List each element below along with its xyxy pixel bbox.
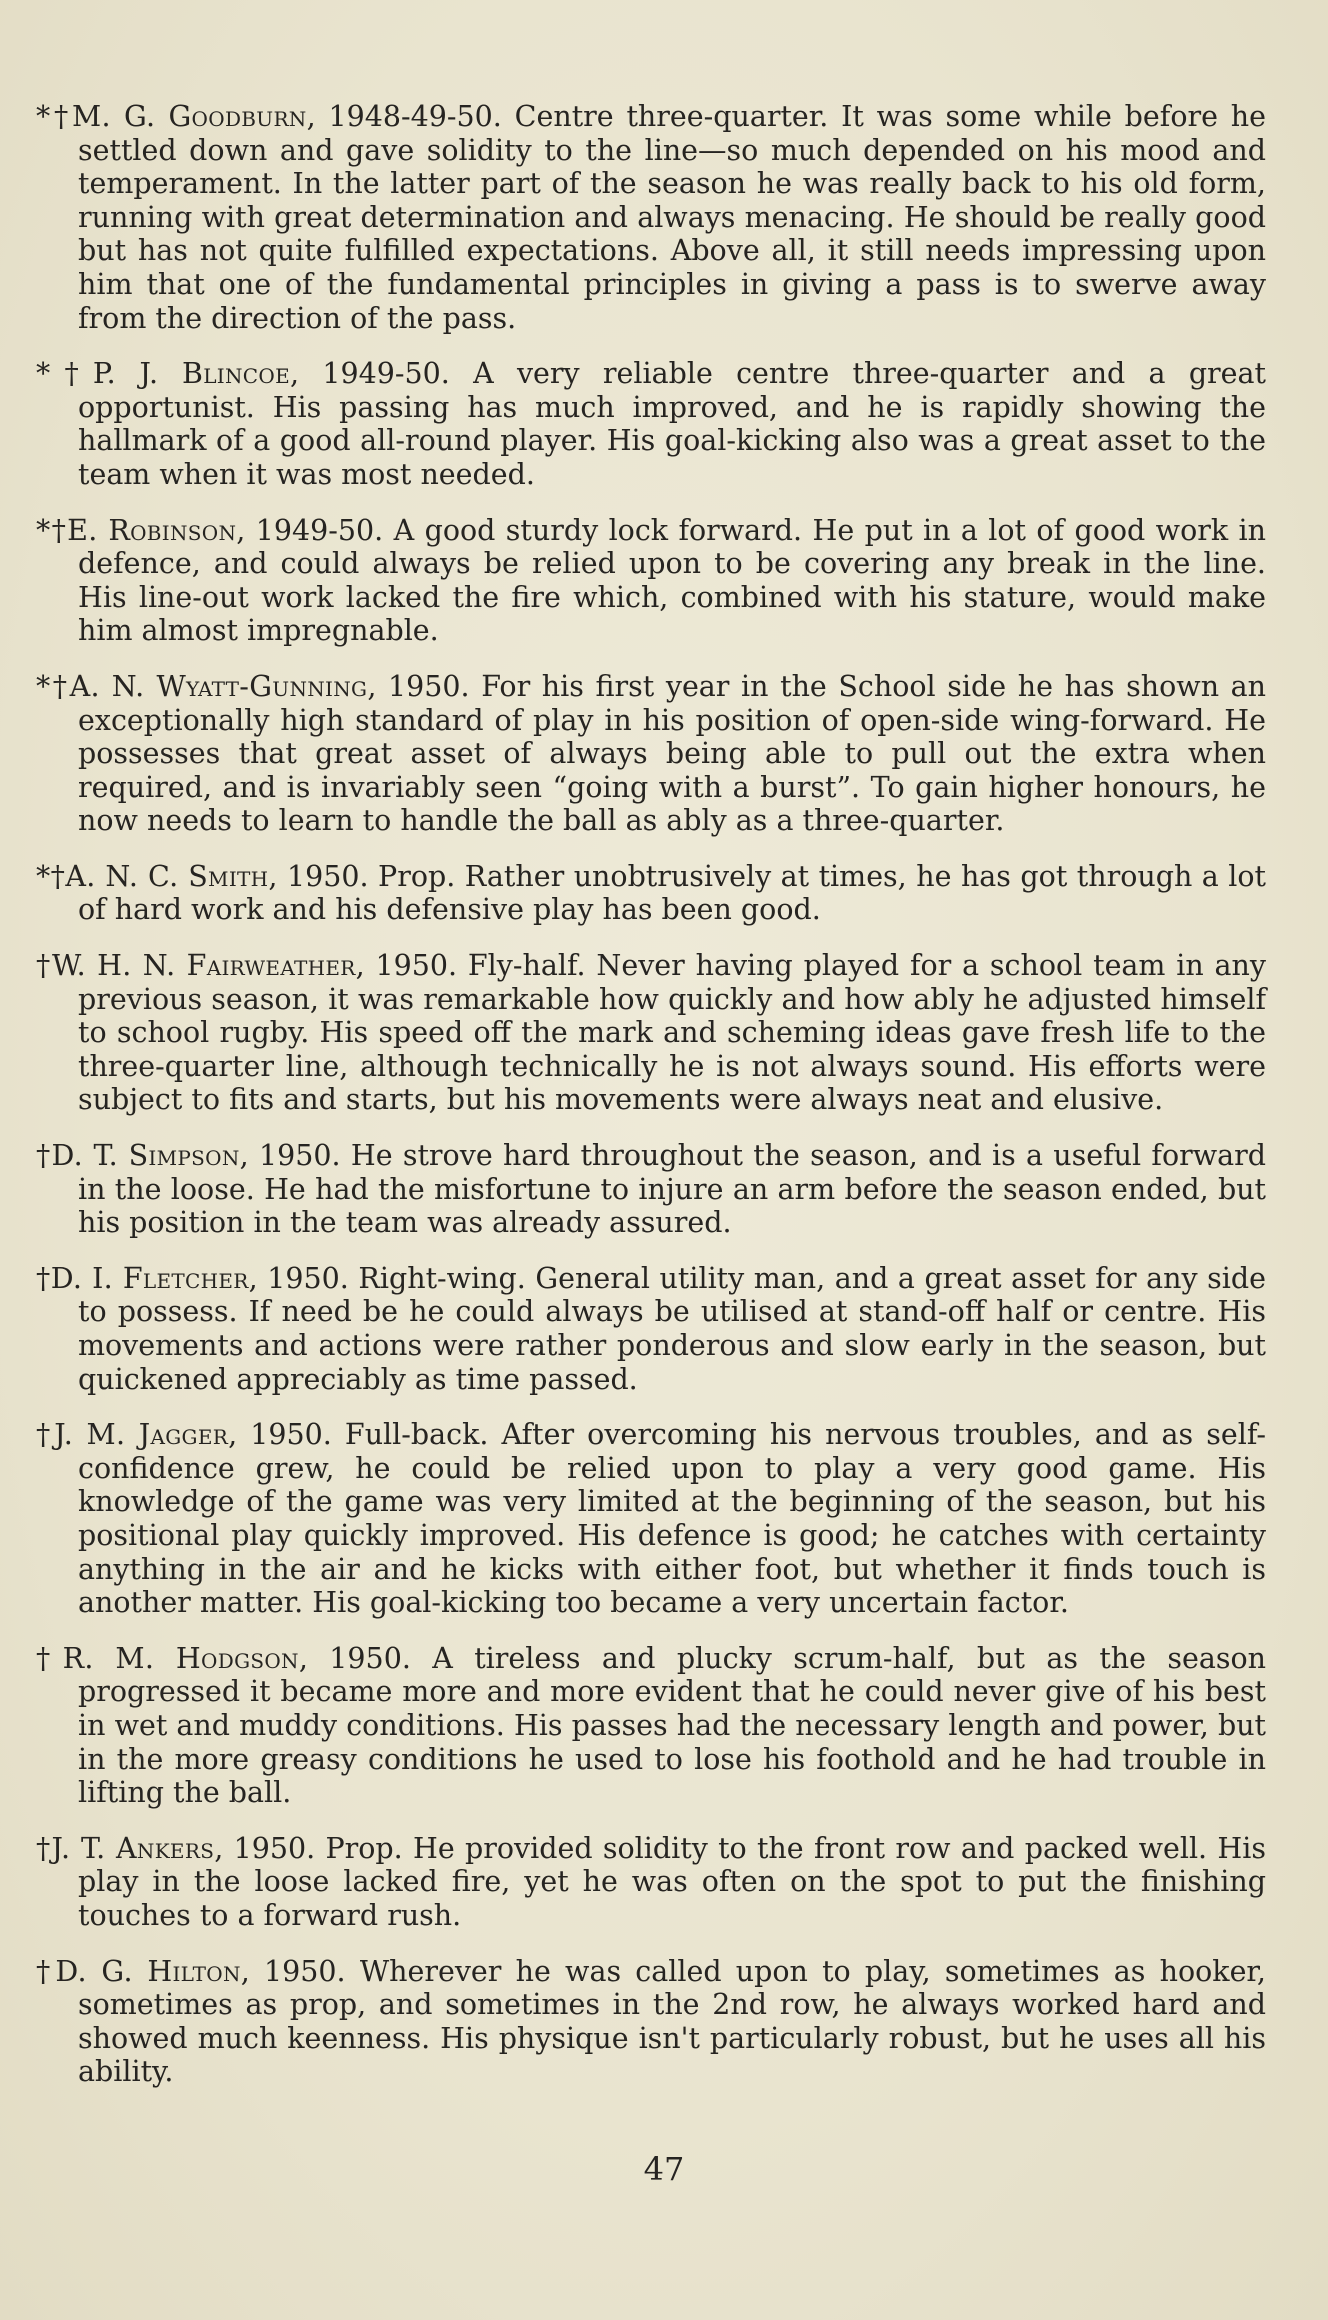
player-report-text: 1949-50. A very reliable centre three-quarter and a great opportunist. His passing has much improved, and he is rapidly showing the hallmark of a good all-round player. His goal-kicking also was a great asset to the team when it was most needed.	[78, 357, 1266, 491]
entry-mark: *†	[36, 859, 66, 893]
entry-separator: ,	[236, 513, 256, 547]
entry-separator: ,	[248, 1261, 268, 1295]
entry-mark: †	[36, 1139, 52, 1173]
entry-mark: †	[36, 1831, 52, 1865]
player-entry-simpson	[36, 1139, 1266, 1240]
player-name: D. G. Hilton	[55, 1954, 241, 1988]
entry-separator: ,	[228, 1418, 251, 1452]
player-name: M. G. Goodburn	[72, 100, 307, 133]
player-entry-hodgson	[36, 1642, 1266, 1810]
player-entry-blincoe	[36, 357, 1266, 491]
player-name: A. N. Wyatt-Gunning	[69, 669, 368, 703]
player-name: J. M. Jagger	[54, 1418, 229, 1452]
player-entry-wyatt-gunning	[36, 670, 1266, 838]
entry-mark: *†	[36, 357, 93, 391]
entry-separator: ,	[240, 1954, 265, 1988]
player-name: W. H. N. Fairweather	[52, 949, 356, 983]
player-report-text: 1950. He strove hard throughout the season, and is a useful forward in the loose. He had the misfortune to injure an arm before the season ended, but his position in the team was already assured.	[78, 1139, 1267, 1240]
player-entry-robinson	[36, 514, 1266, 648]
entry-separator: ,	[298, 1641, 330, 1675]
player-entry-fairweather	[36, 949, 1266, 1117]
player-entry-goodburn	[36, 100, 1266, 335]
entry-mark: †	[36, 1261, 51, 1295]
player-name: J. T. Ankers	[51, 1831, 215, 1865]
player-entry-hilton	[36, 1955, 1266, 2089]
player-report-text: 1950. A tireless and plucky scrum-half, but as the season progressed it became more and more evident that he could never give of his best in wet and muddy conditions. His passes had the necessary length and power, but in the more greasy conditions he used to lose his foothold and he had trouble in lifting the ball.	[78, 1641, 1267, 1810]
player-name: D. T. Simpson	[51, 1139, 240, 1173]
entry-separator: ,	[355, 949, 376, 983]
entry-separator: ,	[367, 669, 388, 703]
entry-separator: ,	[290, 357, 323, 391]
entry-mark: †	[36, 949, 53, 983]
player-report-text: 1950. Fly-half. Never having played for a school team in any previous season, it was remarkable how quickly and how ably he adjusted himself to school rugby. His speed off the mark and scheming ideas gave fresh life to the three-quarter line, although technically he is not always sound. His efforts were subject to fits and starts, but his movements were always neat and elusive.	[78, 949, 1266, 1117]
player-entry-fletcher	[36, 1262, 1266, 1396]
player-report-text: 1949-50. A good sturdy lock forward. He put in a lot of good work in defence, and could always be relied upon to be covering any break in the line. His line-out work lacked the fire which, combined with his stature, would make him almost impregnable.	[78, 513, 1266, 648]
player-report-text: 1950. Wherever he was called upon to play, sometimes as hooker, sometimes as prop, and sometimes in the 2nd row, he always worked hard and showed much keenness. His physique isn't particularly robust, but he uses all his ability.	[78, 1954, 1266, 2089]
entry-separator: ,	[268, 859, 287, 893]
entry-separator: ,	[239, 1139, 259, 1173]
player-report-text: 1950. For his first year in the School side he has shown an exceptionally high standard of play in his position of open-side wing-forward. He possesses that great asset of always being able to pull out the extra when required, and is invariably seen “going with a burst”. To gain higher honours, he now needs to learn to handle the ball as ably as a three-quarter.	[78, 669, 1267, 838]
player-name: E. Robinson	[67, 513, 237, 547]
player-name: P. J. Blincoe	[92, 357, 291, 391]
player-report-text: 1950. Prop. He provided solidity to the front row and packed well. His play in the loose lacked fire, yet he was often on the spot to put the finishing touches to a forward rush.	[78, 1831, 1267, 1932]
entry-mark: †	[36, 1641, 63, 1675]
entry-separator: ,	[306, 100, 329, 133]
player-entry-ankers	[36, 1832, 1266, 1933]
player-entry-jagger	[36, 1418, 1266, 1620]
player-entry-smith	[36, 860, 1266, 927]
entry-mark: *†	[36, 669, 70, 703]
entry-mark: †	[36, 1418, 55, 1452]
player-name: D. I. Fletcher	[50, 1261, 249, 1295]
player-name: A. N. C. Smith	[65, 859, 269, 893]
page-number: 47	[643, 2150, 685, 2188]
entry-mark: *†	[36, 100, 73, 133]
entry-mark: *†	[36, 513, 68, 547]
player-report-text: 1950. Right-wing. General utility man, and a great asset for any side to possess. If need be he could always be utilised at stand-off half or centre. His movements and actions were rather ponderous and slow early in the season, but quickened appreciably as time passed.	[78, 1261, 1267, 1396]
player-name: R. M. Hodgson	[62, 1641, 299, 1675]
player-report-text: 1948-49-50. Centre three-quarter. It was some while before he settled down and gave solidity to the line—so much depended on his mood and temperament. In the latter part of the season he was really back to his old form, running with great determination and always menacing. He should be really good but has not quite fulfilled expectations. Above all, it still needs impressing upon him that one of the fundamental principles in giving a pass is to swerve away from the direction of the pass.	[78, 100, 1267, 335]
entry-mark: †	[36, 1954, 56, 1988]
entry-separator: ,	[214, 1831, 234, 1865]
player-reports	[36, 100, 1266, 2111]
player-report-text: 1950. Prop. Rather unobtrusively at times, he has got through a lot of hard work and his defensive play has been good.	[78, 859, 1267, 927]
player-report-text: 1950. Full-back. After overcoming his nervous troubles, and as self-confidence grew, he could be relied upon to play a very good game. His knowledge of the game was very limited at the beginning of the season, but his positional play quickly improved. His defence is good; he catches with certainty anything in the air and he kicks with either foot, but whether it finds touch is another matter. His goal-kicking too became a very uncertain factor.	[78, 1418, 1267, 1620]
